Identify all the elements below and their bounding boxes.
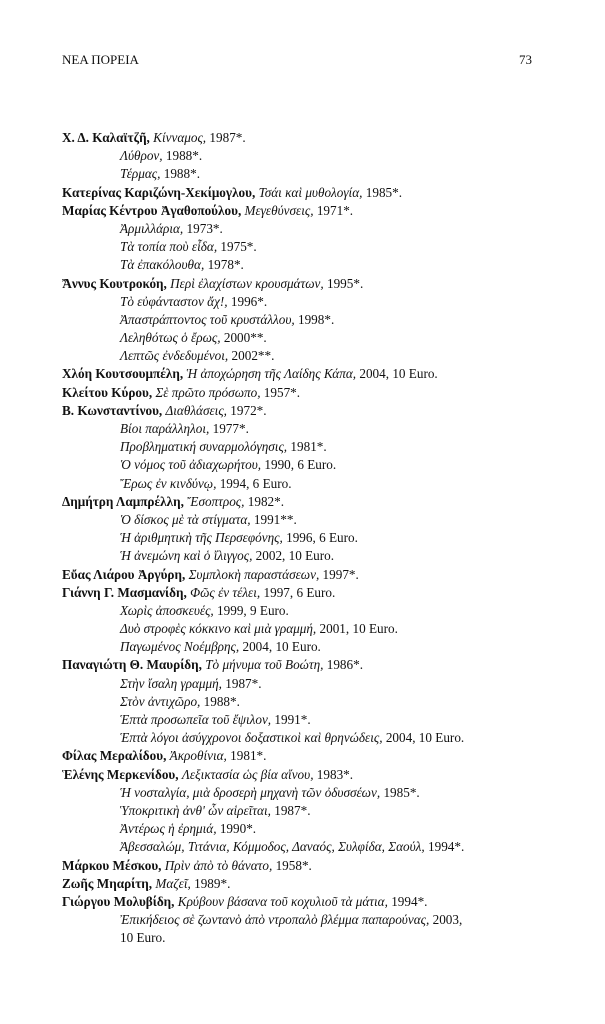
- entry-title: Χωρὶς ἀποσκευές,: [120, 602, 214, 618]
- entry-details: 1983*.: [316, 766, 354, 782]
- entry-details: 1988*.: [163, 166, 200, 182]
- entry-title: Βίοι παράλληλοι,: [120, 421, 210, 436]
- entry-details: 1973*.: [186, 220, 223, 236]
- entry-details: 1985*.: [365, 184, 403, 200]
- entry-details: 1997, 6 Euro.: [263, 584, 336, 600]
- entry-title: Σὲ πρῶτο πρόσωπο,: [155, 384, 261, 400]
- entry-title: Λεξικτασία ὡς βία αἴνου,: [181, 766, 314, 782]
- entry-details: 1977*.: [212, 421, 249, 436]
- entry-details: 2001, 10 Euro.: [319, 621, 398, 637]
- entry-author: Μαρίας Κέντρου Ἀγαθοπούλου,: [62, 202, 242, 218]
- bibliography-entry-continuation: [62, 311, 562, 329]
- entry-details: 1987*.: [274, 802, 311, 818]
- bibliography-entry-continuation: [62, 293, 562, 311]
- entry-author: Μάρκου Μέσκου,: [62, 857, 162, 873]
- bibliography-entry: [62, 893, 562, 911]
- bibliography-entry-continuation: [62, 220, 562, 238]
- bibliography-entry-continuation: [62, 475, 562, 493]
- entry-details: 1996*.: [230, 293, 268, 309]
- entry-details: 2004, 10 Euro.: [385, 730, 465, 746]
- entry-details: 1985*.: [383, 784, 420, 800]
- entry-title: Λύθρον,: [120, 148, 163, 164]
- bibliography-entry-continuation: [62, 675, 562, 693]
- entry-title: Πρὶν ἀπὸ τὸ θάνατο,: [164, 857, 273, 873]
- entry-details: 2004, 10 Euro.: [359, 366, 438, 382]
- entry-title: Τὰ ἐπακόλουθα,: [120, 257, 205, 273]
- bibliography-entry: [62, 875, 562, 893]
- bibliography-entry: [62, 365, 562, 383]
- entry-title: Ἔρως ἐν κινδύνῳ,: [120, 475, 217, 491]
- entry-details: 2004, 10 Euro.: [242, 639, 321, 655]
- entry-title: Περὶ ἐλαχίστων κρουσμάτων,: [170, 275, 324, 291]
- bibliography-entry-continuation: [62, 147, 562, 165]
- entry-author: Δημήτρη Λαμπρέλλη,: [62, 493, 184, 509]
- bibliography-entry: [62, 656, 562, 674]
- bibliography-entry: [62, 566, 562, 584]
- bibliography-entry-continuation: [62, 693, 562, 711]
- bibliography-entry: [62, 747, 562, 765]
- entry-details: 1990, 6 Euro.: [264, 457, 337, 473]
- entry-details: 1998*.: [297, 311, 335, 327]
- entry-details: 2002**.: [231, 348, 275, 364]
- entry-title: Τὸ εὐφάνταστον ἄχ!,: [120, 293, 228, 309]
- entry-title: Ἡ ἀποχώρηση τῆς Λαίδης Κάπα,: [186, 366, 357, 382]
- entry-title: Μεγεθύνσεις,: [244, 202, 314, 218]
- entry-details: 1994, 6 Euro.: [219, 475, 292, 491]
- bibliography-entry-continuation: [62, 620, 562, 638]
- entry-title: Ἡ νοσταλγία, μιὰ δροσερὴ μηχανὴ τῶν ὀδυσσέων,: [120, 784, 381, 800]
- entry-title: Ἔσοπτρος,: [187, 493, 245, 509]
- entry-details: 1988*.: [165, 148, 203, 164]
- entry-title: Στὴν ἴσαλη γραμμή,: [120, 675, 222, 691]
- entry-details: 1981*.: [290, 439, 327, 455]
- entry-title: Λεληθότως ὁ ἔρως,: [120, 330, 221, 346]
- bibliography-entry-continuation: [62, 838, 562, 856]
- entry-title: Ἀβεσσαλώμ, Τιτάνια, Κόμμοδος, Δαναός, Συλφίδα, Σαούλ,: [120, 839, 425, 855]
- running-title: ΝΕΑ ΠΟΡΕΙΑ: [62, 52, 139, 67]
- entry-author: Κατερίνας Καριζώνη-Χεκίμογλου,: [62, 184, 256, 200]
- entry-title: Κίνναμος,: [153, 130, 207, 145]
- entry-title: Ὑποκριτικὴ ἀνθ' ὧν αἱρεῖται,: [120, 802, 271, 818]
- bibliography-entry-continuation: [62, 784, 562, 802]
- page-number: 73: [519, 52, 532, 67]
- entry-author: Εὔας Λιάρου Ἀργύρη,: [62, 566, 186, 582]
- bibliography-entry-continuation: [62, 602, 562, 620]
- bibliography-entry-continuation: [62, 347, 562, 365]
- entry-title: Ἀπαστράπτοντος τοῦ κρυστάλλου,: [120, 311, 295, 327]
- bibliography-list: [62, 129, 562, 947]
- entry-details: 2002, 10 Euro.: [255, 548, 335, 564]
- entry-details: 1981*.: [230, 748, 267, 764]
- entry-title: Τὸ μήνυμα τοῦ Βοώτη,: [205, 657, 324, 673]
- entry-title: Μαζεῖ,: [155, 875, 191, 891]
- entry-title: Παγωμένος Νοέμβρης,: [120, 639, 240, 655]
- entry-title: Φῶς ἐν τέλει,: [190, 584, 261, 600]
- entry-details: 1989*.: [194, 875, 231, 891]
- entry-title: Ἑπτὰ προσωπεῖα τοῦ ἔψιλον,: [120, 712, 272, 727]
- entry-author: Γιώργου Μολυβίδη,: [62, 893, 175, 909]
- bibliography-entry-continuation: [62, 256, 562, 274]
- entry-title: Λεπτῶς ἐνδεδυμένοι,: [120, 348, 229, 364]
- bibliography-entry-continuation: [62, 729, 562, 747]
- bibliography-entry-continuation: [62, 238, 562, 256]
- entry-author: Ζωῆς Μηαρίτη,: [62, 875, 153, 891]
- bibliography-entry-continuation: [62, 511, 562, 529]
- entry-author: Β. Κωνσταντίνου,: [62, 402, 163, 418]
- entry-title: Ἀντέρως ἡ ἐρημιά,: [120, 821, 217, 837]
- bibliography-entry: [62, 857, 562, 875]
- entry-title: Δυὸ στροφὲς κόκκινο καὶ μιὰ γραμμή,: [120, 621, 317, 637]
- entry-title: Ἐπικήδειος σὲ ζωντανὸ ἀπὸ ντροπαλὸ βλέμμα παπαρούνας,: [120, 912, 430, 928]
- entry-details: 1997*.: [322, 566, 359, 582]
- entry-title: Συμπλοκὴ παραστάσεων,: [188, 566, 320, 582]
- entry-author: Παναγιώτη Θ. Μαυρίδη,: [62, 657, 202, 673]
- bibliography-entry-continuation: [62, 711, 562, 729]
- entry-title: Ἑπτὰ λόγοι ἀσύγχρονοι δοξαστικοὶ καὶ θρηνώδεις,: [120, 730, 383, 746]
- entry-details: 1975*.: [220, 239, 257, 255]
- bibliography-entry-continuation: [62, 165, 562, 183]
- entry-details: 1987*.: [209, 130, 246, 145]
- entry-details: 1957*.: [263, 384, 301, 400]
- bibliography-entry-continuation: [62, 929, 562, 947]
- entry-author: Φίλας Μεραλίδου,: [62, 748, 167, 764]
- bibliography-entry: [62, 129, 562, 147]
- entry-title: Ὁ νόμος τοῦ ἀδιαχωρήτου,: [120, 457, 262, 473]
- entry-title: Ὁ δίσκος μὲ τὰ στίγματα,: [120, 511, 251, 527]
- entry-details: 1991**.: [253, 511, 297, 527]
- bibliography-entry-continuation: [62, 911, 562, 929]
- entry-title: Τέρμας,: [120, 166, 161, 182]
- entry-title: Τσάι καὶ μυθολογία,: [258, 184, 363, 200]
- entry-title: Κρύβουν βάσανα τοῦ κοχυλιοῦ τὰ μάτια,: [177, 893, 388, 909]
- entry-title: Προβληματική συναρμολόγησις,: [120, 439, 288, 455]
- entry-details: 1991*.: [274, 712, 311, 727]
- entry-author: Κλείτου Κύρου,: [62, 384, 153, 400]
- entry-details: 1972*.: [230, 402, 267, 418]
- entry-title: Ἀρμιλλάρια,: [120, 220, 184, 236]
- entry-details: 1994*.: [428, 839, 465, 855]
- entry-author: Χλόη Κουτσουμπέλη,: [62, 366, 184, 382]
- entry-title: Στὸν ἀντιχῶρο,: [120, 693, 201, 709]
- entry-details: 1987*.: [225, 675, 262, 691]
- bibliography-entry-continuation: [62, 820, 562, 838]
- bibliography-entry-continuation: [62, 802, 562, 820]
- bibliography-entry: [62, 584, 562, 602]
- entry-details: 1994*.: [391, 893, 428, 909]
- entry-details: 1958*.: [275, 857, 312, 873]
- entry-details: 10 Euro.: [120, 930, 166, 946]
- bibliography-entry-continuation: [62, 638, 562, 656]
- entry-author: Ἄννυς Κουτροκόη,: [62, 275, 167, 291]
- entry-author: Γιάννη Γ. Μασμανίδη,: [62, 584, 187, 600]
- bibliography-entry: [62, 766, 562, 784]
- bibliography-entry: [62, 384, 562, 402]
- entry-details: 1986*.: [326, 657, 363, 673]
- bibliography-entry: [62, 202, 562, 220]
- bibliography-entry-continuation: [62, 456, 562, 474]
- entry-details: 1988*.: [203, 693, 240, 709]
- entry-title: Ἡ ἀνεμώνη καὶ ὁ ἴλιγγος,: [120, 548, 253, 564]
- bibliography-entry: [62, 275, 562, 293]
- entry-title: Τὰ τοπία ποὺ εἶδα,: [120, 239, 218, 255]
- entry-title: Ἡ ἀριθμητικὴ τῆς Περσεφόνης,: [120, 530, 283, 546]
- bibliography-entry-continuation: [62, 529, 562, 547]
- entry-details: 1982*.: [247, 493, 285, 509]
- entry-details: 2000**.: [223, 330, 267, 346]
- entry-details: 1971*.: [316, 202, 354, 218]
- entry-details: 1990*.: [219, 821, 257, 837]
- entry-details: 2003,: [432, 912, 463, 928]
- entry-title: Διαθλάσεις,: [165, 402, 227, 418]
- entry-details: 1999, 9 Euro.: [217, 602, 289, 618]
- bibliography-entry-continuation: [62, 420, 562, 438]
- entry-details: 1978*.: [207, 257, 244, 273]
- entry-author: Ἑλένης Μερκενίδου,: [62, 766, 179, 782]
- entry-author: Χ. Δ. Καλαϊτζῆ,: [62, 130, 150, 145]
- bibliography-entry-continuation: [62, 547, 562, 565]
- bibliography-entry-continuation: [62, 329, 562, 347]
- bibliography-entry-continuation: [62, 438, 562, 456]
- entry-details: 1995*.: [326, 275, 364, 291]
- entry-title: Ἀκροθίνια,: [169, 748, 227, 764]
- bibliography-entry: [62, 493, 562, 511]
- bibliography-entry: [62, 184, 562, 202]
- entry-details: 1996, 6 Euro.: [286, 530, 358, 546]
- bibliography-entry: [62, 402, 562, 420]
